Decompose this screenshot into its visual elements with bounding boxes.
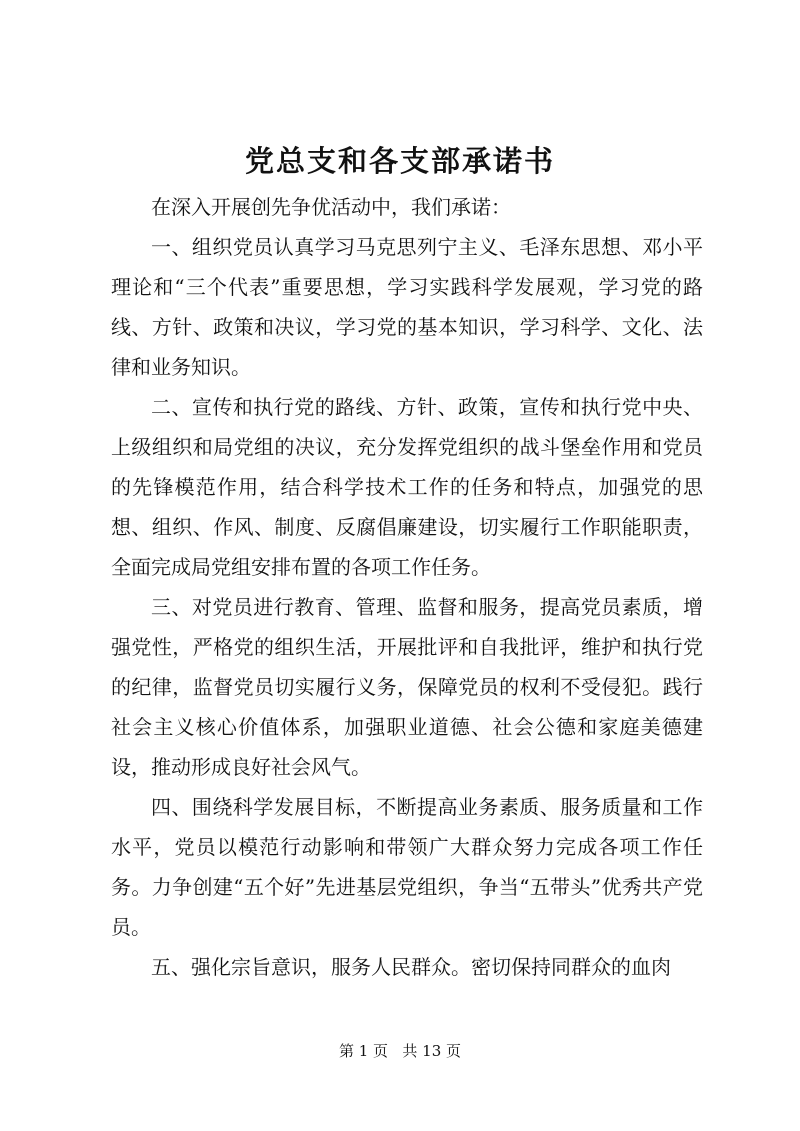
opening-paragraph: 在深入开展创先争优活动中，我们承诺：: [151, 195, 511, 219]
commitment-paragraph-3: 三、对党员进行教育、管理、监督和服务，提高党员素质，增强党性，严格党的组织生活，开展批评和自我批评，维护和执行党的纪律，监督党员切实履行义务，保障党员的权利不受侵犯。践行社会主义核心价值体系，加强职业道德、社会公德和家庭美德建设，推动形成良好社会风气。: [111, 595, 703, 779]
commitment-paragraph-2: 二、宣传和执行党的路线、方针、政策，宣传和执行党中央、上级组织和局党组的决议，充分发挥党组织的战斗堡垒作用和党员的先锋模范作用，结合科学技术工作的任务和特点，加强党的思想、组织、作风、制度、反腐倡廉建设，切实履行工作职能职责，全面完成局党组安排布置的各项工作任务。: [111, 395, 703, 579]
commitment-paragraph-1: 一、组织党员认真学习马克思列宁主义、毛泽东思想、邓小平理论和“三个代表”重要思想，学习实践科学发展观，学习党的路线、方针、政策和决议，学习党的基本知识，学习科学、文化、法律和业务知识。: [111, 235, 703, 379]
commitment-paragraph-5: 五、强化宗旨意识，服务人民群众。密切保持同群众的血肉: [151, 955, 671, 979]
document-body: [111, 187, 703, 987]
page-number: 第 1 页: [338, 1042, 389, 1060]
document-title: 党总支和各支部承诺书: [244, 144, 555, 178]
page-footer: [0, 1040, 800, 1062]
commitment-paragraph-4: 四、围绕科学发展目标，不断提高业务素质、服务质量和工作水平，党员以模范行动影响和带领广大群众努力完成各项工作任务。力争创建“五个好”先进基层党组织，争当“五带头”优秀共产党员。: [111, 795, 703, 939]
page-total: 共 13 页: [402, 1042, 462, 1060]
footer-spacer: [393, 1042, 398, 1060]
